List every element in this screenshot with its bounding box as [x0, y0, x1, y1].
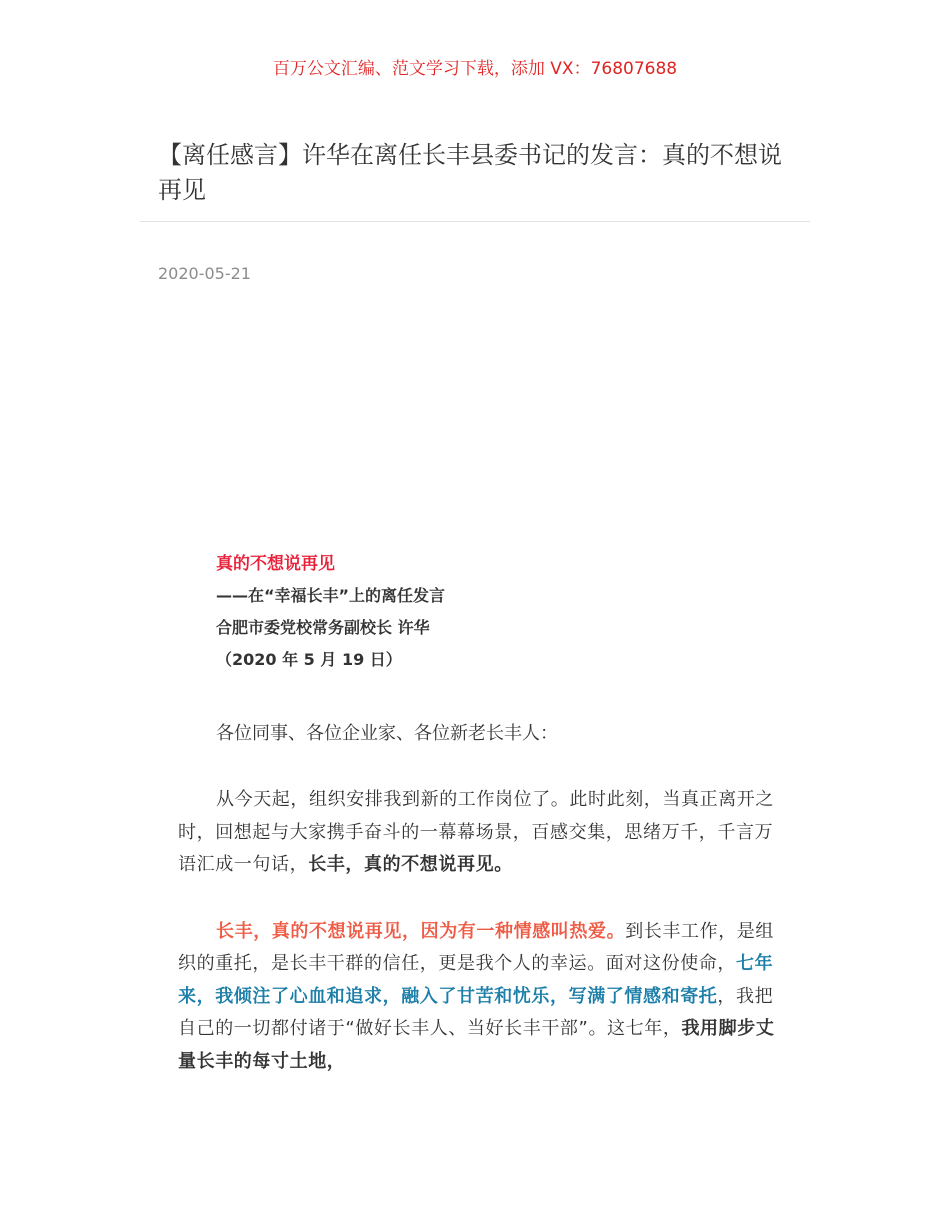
paragraph-2-blue: 七年来，我倾注了心血和追求，融入了甘苦和忧乐，写满了情感和寄托 [178, 953, 774, 1007]
speech-author: 合肥市委党校常务副校长 许华 [216, 618, 430, 637]
paragraph-1-text: 从今天起，组织安排我到新的工作岗位了。此时此刻，当真正离开之时，回想起与大家携手奋斗的一幕幕场景，百感交集，思绪万千，千言万语汇成一句话， [178, 789, 774, 875]
paragraph-2-red: 长丰，真的不想说再见，因为有一种情感叫热爱。 [216, 920, 626, 942]
paragraph-1 [178, 784, 778, 882]
paragraph-2-text-1: 到长丰工作，是组织的重托，是长丰干群的信任，更是我个人的幸运。面对这份使命， [178, 920, 775, 974]
paragraph-1-bold: 长丰，真的不想说再见。 [308, 854, 513, 875]
article-body [178, 548, 778, 1078]
paragraph-2-bold: 我用脚步丈量长丰的每寸土地， [178, 1018, 775, 1072]
greeting-line: 各位同事、各位企业家、各位新老长丰人： [216, 723, 558, 744]
paragraph-2 [178, 916, 778, 1079]
title-divider [140, 221, 810, 222]
speech-subheading: ——在“幸福长丰”上的离任发言 [216, 586, 446, 605]
speech-date: （2020 年 5 月 19 日） [216, 650, 402, 669]
article-title: 【离任感言】许华在离任长丰县委书记的发言：真的不想说再见 [158, 141, 782, 204]
watermark-banner: 百万公文汇编、范文学习下载，添加 VX：76807688 [272, 59, 678, 79]
publish-date: 2020-05-21 [158, 264, 251, 283]
speech-heading: 真的不想说再见 [216, 554, 335, 574]
paragraph-2-text-2: ，我把自己的一切都付诸于“做好长丰人、当好长丰干部”。这七年， [178, 985, 774, 1039]
